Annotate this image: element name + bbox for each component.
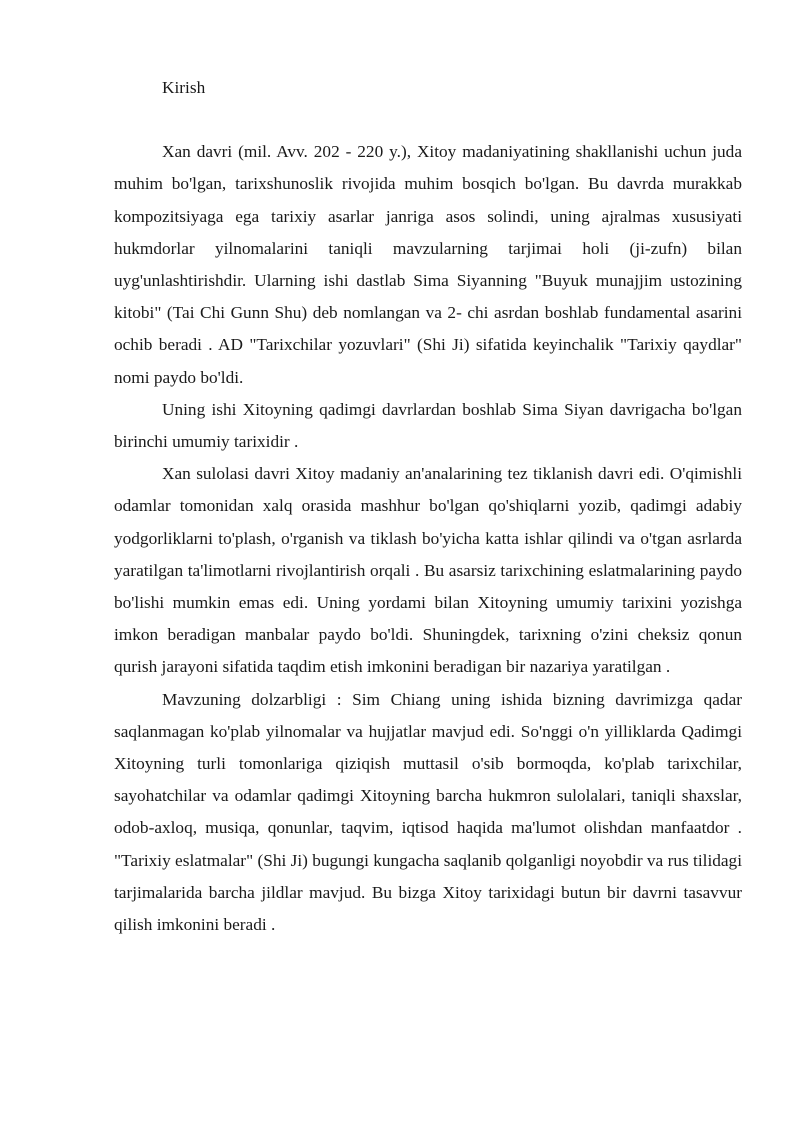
paragraph-2: Uning ishi Xitoyning qadimgi davrlardan boshlab Sima Siyan davrigacha bo'lgan birinchi umumiy tarixidir .: [114, 399, 742, 452]
paragraph-3: Xan sulolasi davri Xitoy madaniy an'analarining tez tiklanish davri edi. O'qimishli odamlar tomonidan xalq orasida mashhur bo'lgan qo'shiqlarni yozib, qadimgi adabiy yodgorliklarni to'plash, o'rganish va tiklash bo'yicha katta ishlar qilindi va o'tgan asrlarda yaratilgan ta'limotlarni rivojlantirish orqali . Bu asarsiz tarixchining eslatmalarining paydo bo'lishi mumkin emas edi. Uning yordami bilan Xitoyning umumiy tarixini yozishga imkon beradigan manbalar paydo bo'ldi. Shuningdek, tarixning o'zini cheksiz qonun qurish jarayoni sifatida taqdim etish imkonini beradigan bir nazariya yaratilgan .: [114, 464, 742, 677]
document-body: [114, 72, 742, 941]
paragraph-1: Xan davri (mil. Avv. 202 - 220 y.), Xitoy madaniyatining shakllanishi uchun juda muhim bo'lgan, tarixshunoslik rivojida muhim bosqich bo'lgan. Bu davrda murakkab kompozitsiyaga ega tarixiy asarlar janriga asos solindi, uning ajralmas xususiyati hukmdorlar yilnomalarini taniqli mavzularning tarjimai holi (ji-zufn) bilan uyg'unlashtirishdir. Ularning ishi dastlab Sima Siyanning "Buyuk munajjim ustozining kitobi" (Tai Chi Gunn Shu) deb nomlangan va 2- chi asrdan boshlab fundamental asarini ochib beradi . AD "Tarixchilar yozuvlari" (Shi Ji) sifatida keyinchalik "Tarixiy qaydlar" nomi paydo bo'ldi.: [114, 142, 742, 387]
section-heading: Kirish: [162, 78, 206, 97]
paragraph-4: Mavzuning dolzarbligi : Sim Chiang uning ishida bizning davrimizga qadar saqlanmagan ko'plab yilnomalar va hujjatlar mavjud edi. So'nggi o'n yilliklarda Qadimgi Xitoyning turli tomonlariga qiziqish muttasil o'sib bormoqda, ko'plab tarixchilar, sayohatchilar va odamlar qadimgi Xitoyning barcha hukmron sulolalari, taniqli shaxslar, odob-axloq, musiqa, qonunlar, taqvim, iqtisod haqida ma'lumot olishdan manfaatdor . "Tarixiy eslatmalar" (Shi Ji) bugungi kungacha saqlanib qolganligi noyobdir va rus tilidagi tarjimalarida barcha jildlar mavjud. Bu bizga Xitoy tarixidagi butun bir davrni tasavvur qilish imkonini beradi .: [114, 689, 742, 935]
heading-spacer: [114, 104, 742, 136]
